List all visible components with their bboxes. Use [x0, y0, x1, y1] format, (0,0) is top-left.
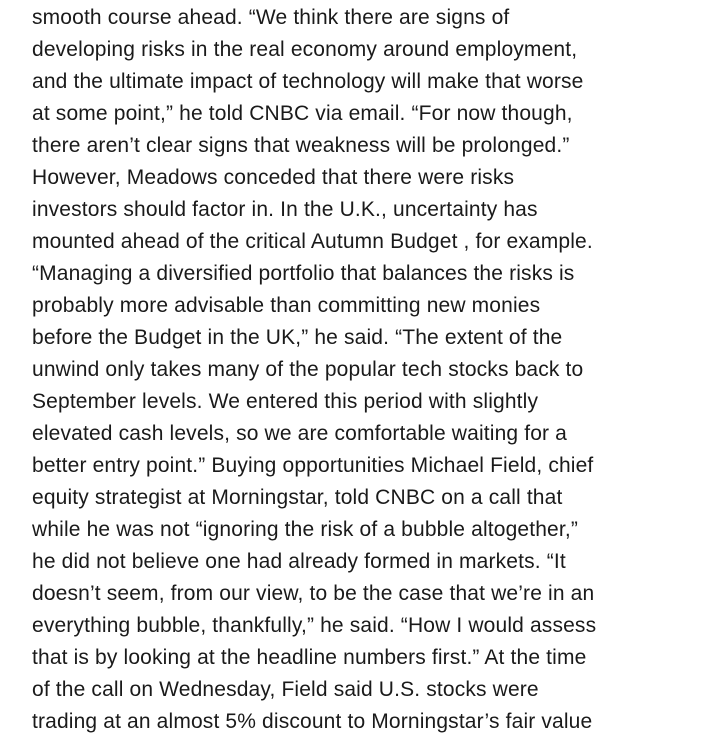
- article-line: better entry point.” Buying opportunities Michael Field, chief: [32, 454, 594, 477]
- article-body: [32, 2, 700, 738]
- article-line: at some point,” he told CNBC via email. “For now though,: [32, 102, 573, 125]
- article-line: everything bubble, thankfully,” he said. “How I would assess: [32, 614, 597, 637]
- article-line: “Managing a diversified portfolio that balances the risks is: [32, 262, 575, 285]
- article-line: September levels. We entered this period with slightly: [32, 390, 539, 413]
- article-line: he did not believe one had already formed in markets. “It: [32, 550, 566, 573]
- article-line: elevated cash levels, so we are comfortable waiting for a: [32, 422, 567, 445]
- article-line: trading at an almost 5% discount to Morningstar’s fair value: [32, 710, 593, 733]
- article-line: there aren’t clear signs that weakness will be prolonged.”: [32, 134, 570, 157]
- article-line: of the call on Wednesday, Field said U.S. stocks were: [32, 678, 539, 701]
- article-line: equity strategist at Morningstar, told CNBC on a call that: [32, 486, 563, 509]
- article-line: probably more advisable than committing new monies: [32, 294, 541, 317]
- article-line: investors should factor in. In the U.K., uncertainty has: [32, 198, 538, 221]
- article-line: doesn’t seem, from our view, to be the case that we’re in an: [32, 582, 595, 605]
- article-line: However, Meadows conceded that there were risks: [32, 166, 515, 189]
- article-line: developing risks in the real economy around employment,: [32, 38, 578, 61]
- article-line: smooth course ahead. “We think there are signs of: [32, 6, 510, 29]
- article-line: that is by looking at the headline numbers first.” At the time: [32, 646, 587, 669]
- article-line: and the ultimate impact of technology will make that worse: [32, 70, 584, 93]
- article-line: mounted ahead of the critical Autumn Budget , for example.: [32, 230, 593, 253]
- article-line: unwind only takes many of the popular tech stocks back to: [32, 358, 584, 381]
- article-line: while he was not “ignoring the risk of a bubble altogether,”: [32, 518, 578, 541]
- article-line: before the Budget in the UK,” he said. “The extent of the: [32, 326, 563, 349]
